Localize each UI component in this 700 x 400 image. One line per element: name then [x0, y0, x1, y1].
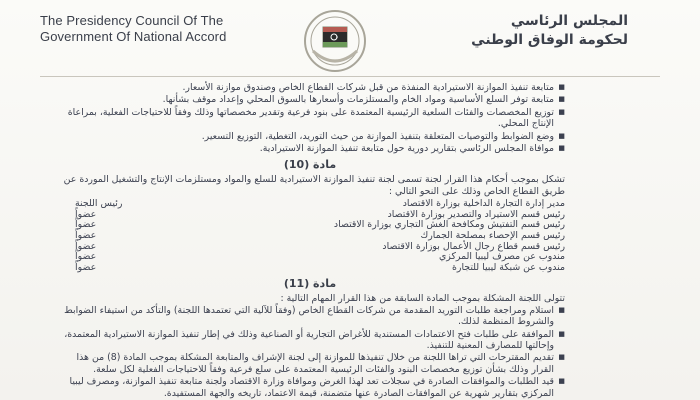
list-item: ■ توزيع المخصصات والفئات السلعية الرئيسية المعتمدة على بنود فرعية وتقدير مخصصاتها وذلك وفقاً للاحتياجات الفعلية، بمراعاة الإنتاج المحلي.	[55, 107, 565, 130]
list-item: ■ متابعة توفر السلع الأساسية ومواد الخام والمستلزمات وأسعارها بالسوق المحلي وإعداد موقف بشأنها.	[55, 94, 565, 105]
article-10-intro: تشكل بموجب أحكام هذا القرار لجنة تسمى لجنة تنفيذ الموازنة الاستيرادية للسلع والمواد ومستلزمات الإنتاج والتشغيل الموردة عن طريق القطاع الخاص وذلك على النحو التالي :	[63, 174, 565, 197]
header-ar-line1: المجلس الرئاسي	[510, 13, 628, 29]
member-name: رئيس قسم قطاع رجال الأعمال بوزارة الاقتصاد	[382, 240, 565, 252]
article-11-intro: تتولى اللجنة المشكلة بموجب المادة السابقة من هذا القرار المهام التالية :	[280, 293, 565, 305]
member-role: عضواً	[75, 261, 97, 273]
list-item: ■ قيد الطلبات والموافقات الصادرة في سجلات تعد لهذا الغرض وموافاة وزارة الاقتصاد ولجنة متابعة تنفيذ الموازنة، ومصرف ليبيا المركزي بتقارير شهرية عن الموافقات الصادرة عنها متضمنة، قيمة الاعتماد، تاريخه والجهة المستفيدة.	[55, 376, 565, 399]
committee-members-list	[55, 199, 565, 273]
header-en-line1: The Presidency Council Of The	[40, 13, 224, 28]
list-item: ■ استلام ومراجعة طلبات التوريد المقدمة من شركات القطاع الخاص (وفقاً للآلية التي تعتمدها اللجنة) والتأكد من استيفاء الضوابط والشروط المنظمة لذلك.	[55, 305, 565, 328]
member-role: عضواً	[75, 251, 97, 263]
emblem-seal-icon	[303, 9, 367, 73]
member-role: رئيس اللجنة	[75, 198, 123, 210]
article-10-title: مادة (10)	[283, 158, 337, 172]
member-name: رئيس قسم الاستيراد والتصدير بوزارة الاقتصاد	[387, 208, 565, 220]
member-role: عضواً	[75, 208, 97, 220]
list-item: ■ موافاة المجلس الرئاسي بتقارير دورية حول متابعة تنفيذ الموازنة الاستيرادية.	[55, 143, 565, 154]
list-item: ■ وضع الضوابط والتوصيات المتعلقة بتنفيذ الموازنة من حيث التوريد، التغطية، التوزيع التسعير.	[55, 131, 565, 142]
article-11-title: مادة (11)	[283, 277, 337, 291]
header-ar-line2: لحكومة الوفاق الوطني	[471, 32, 628, 48]
document-body	[55, 82, 565, 400]
member-name: رئيس قسم الإحصاء بمصلحة الجمارك	[420, 230, 565, 242]
member-role: عضواً	[75, 230, 97, 242]
member-role: عضواً	[75, 240, 97, 252]
list-item: ■ تقديم المقترحات التي تراها اللجنة من خلال تنفيذها للموازنة إلى لجنة الإشراف والمتابعة المشكلة بموجب المادة (8) من هذا القرار وذلك بشأن توزيع مخصصات البنود والفئات الرئيسية المعتمدة على سلع فرعية وفقاً للاحتياجات الفعلية لكل سلعة.	[55, 352, 565, 375]
member-name: رئيس قسم التفتيش ومكافحة الغش التجاري بوزارة الاقتصاد	[333, 219, 565, 231]
member-row	[55, 263, 565, 274]
top-bullet-list	[55, 82, 565, 154]
member-name: مندوب عن مصرف ليبيا المركزي	[438, 251, 565, 263]
member-name: مندوب عن شبكة ليبيا للتجارة	[452, 261, 565, 273]
header-english	[40, 13, 280, 45]
article-11-bullet-list	[55, 305, 565, 399]
list-item: ■ الموافقة على طلبات فتح الاعتمادات المستندية للأغراض التجارية أو الصناعية وذلك في إطار تنفيذ الموازنة الاستيرادية المعتمدة، وإحالتها للمصارف المعنية للتنفيذ.	[55, 329, 565, 352]
header-divider	[40, 76, 660, 77]
member-role: عضواً	[75, 219, 97, 231]
header-arabic	[428, 12, 628, 50]
header-en-line2: Government Of National Accord	[40, 29, 227, 44]
list-item: ■ متابعة تنفيذ الموازنة الاستيرادية المنفذة من قبل شركات القطاع الخاص وصندوق موازنة الأسعار.	[55, 82, 565, 93]
member-name: مدير إدارة التجارة الداخلية بوزارة الاقتصاد	[402, 198, 565, 210]
